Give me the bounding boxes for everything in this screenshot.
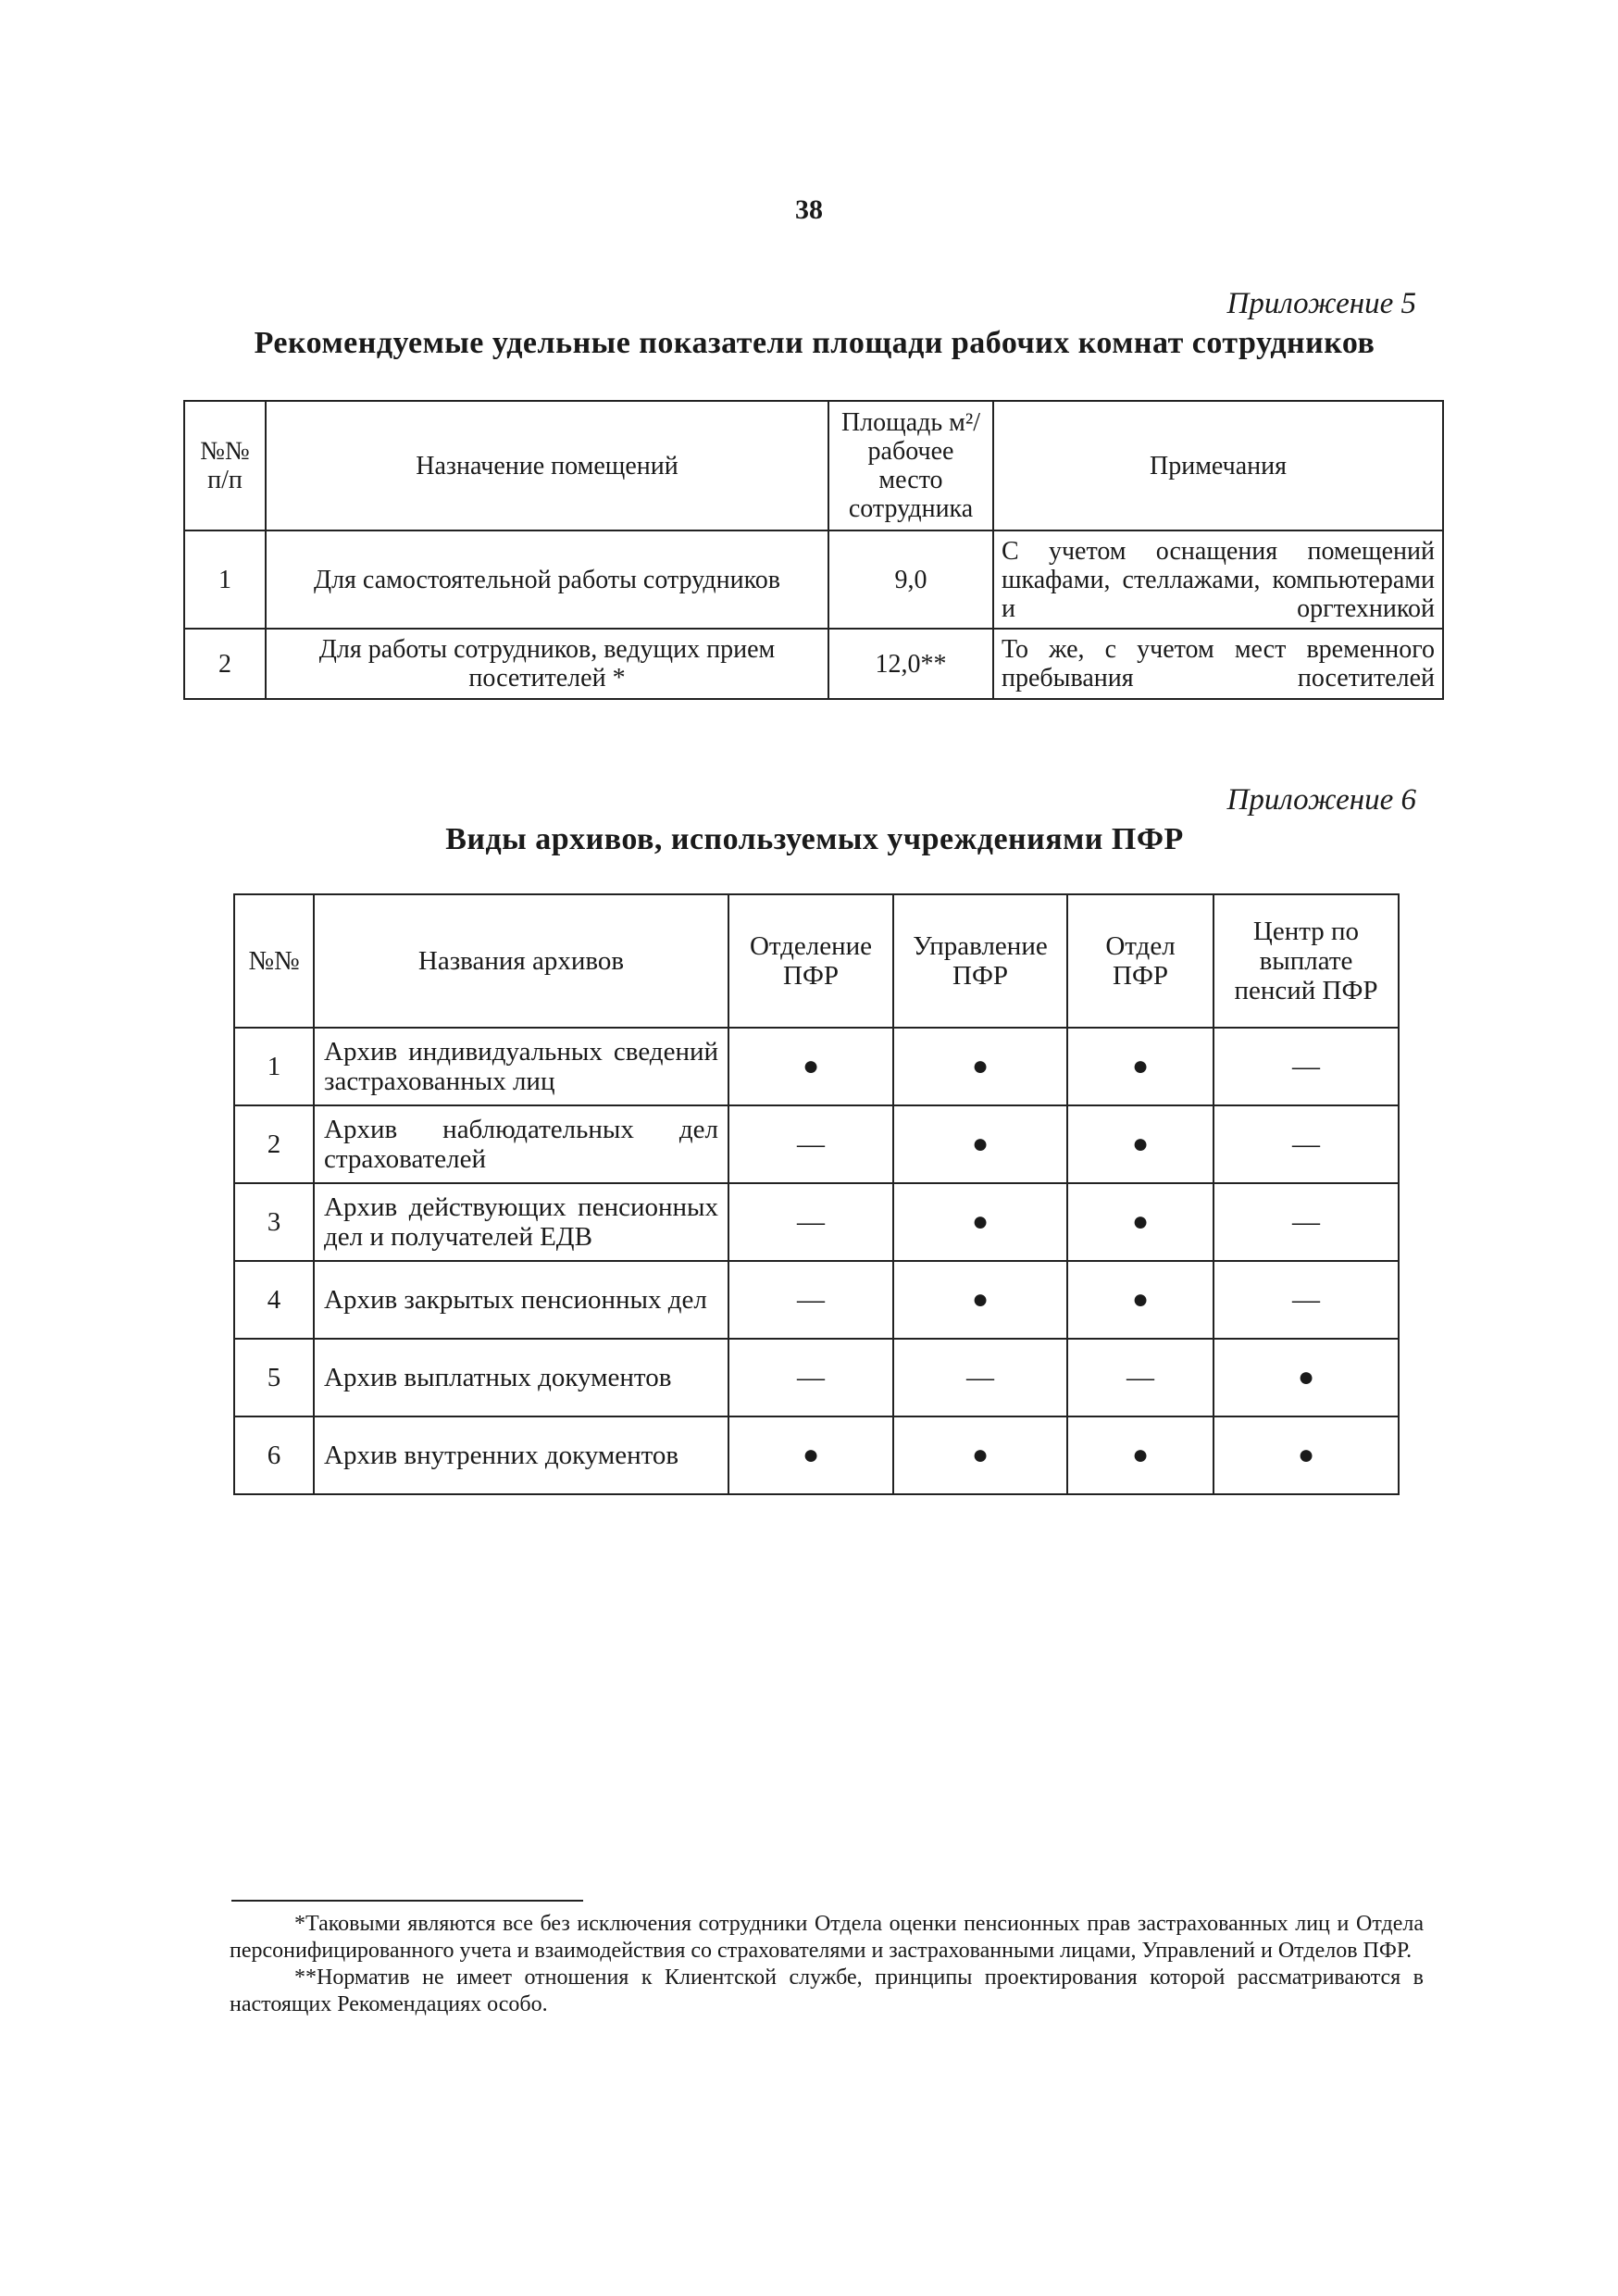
row-note: То же, с учетом мест временного пребывания посетителей xyxy=(993,629,1443,699)
table-header-row xyxy=(234,894,1399,1028)
page-number: 38 xyxy=(795,194,823,225)
administration-mark: ● xyxy=(893,1028,1067,1105)
area-norms-table xyxy=(183,400,1444,700)
payment-center-mark: — xyxy=(1214,1028,1399,1105)
appendix-5-title: Рекомендуемые удельные показатели площади рабочих комнат сотрудников xyxy=(254,326,1375,360)
archive-name: Архив индивидуальных сведений застрахованных лиц xyxy=(314,1028,728,1105)
archive-name: Архив действующих пенсионных дел и получателей ЕДВ xyxy=(314,1183,728,1261)
administration-mark: ● xyxy=(893,1183,1067,1261)
footnote-1: *Таковыми являются все без исключения сотрудники Отдела оценки пенсионных прав застрахованных лиц и Отдела персонифицированного учета и взаимодействия со страхователями и застрахованными лицами, Управлений и Отделов ПФР. xyxy=(230,1912,1424,1963)
branch-mark: ● xyxy=(728,1416,893,1494)
row-number: 1 xyxy=(184,530,266,629)
appendix-5-label: Приложение 5 xyxy=(1226,287,1416,320)
row-number: 4 xyxy=(234,1261,314,1339)
header-number: №№ п/п xyxy=(184,401,266,530)
footnotes xyxy=(230,1911,1424,2018)
table-row xyxy=(234,1028,1399,1105)
archive-name: Архив внутренних документов xyxy=(314,1416,728,1494)
archives-table xyxy=(233,893,1400,1495)
header-archive-name: Названия архивов xyxy=(314,894,728,1028)
department-mark: ● xyxy=(1067,1261,1214,1339)
header-administration: Управление ПФР xyxy=(893,894,1067,1028)
row-number: 2 xyxy=(234,1105,314,1183)
payment-center-mark: ● xyxy=(1214,1416,1399,1494)
appendix-6-label: Приложение 6 xyxy=(1226,783,1416,817)
row-note: С учетом оснащения помещений шкафами, стеллажами, компьютерами и оргтехникой xyxy=(993,530,1443,629)
administration-mark: — xyxy=(893,1339,1067,1416)
administration-mark: ● xyxy=(893,1105,1067,1183)
header-payment-center: Центр по выплате пенсий ПФР xyxy=(1214,894,1399,1028)
footnote-separator xyxy=(231,1900,583,1902)
branch-mark: — xyxy=(728,1339,893,1416)
row-purpose: Для самостоятельной работы сотрудников xyxy=(266,530,828,629)
row-number: 2 xyxy=(184,629,266,699)
department-mark: ● xyxy=(1067,1416,1214,1494)
row-number: 5 xyxy=(234,1339,314,1416)
row-number: 1 xyxy=(234,1028,314,1105)
branch-mark: ● xyxy=(728,1028,893,1105)
archive-name: Архив выплатных документов xyxy=(314,1339,728,1416)
archive-name: Архив закрытых пенсионных дел xyxy=(314,1261,728,1339)
branch-mark: — xyxy=(728,1261,893,1339)
row-purpose: Для работы сотрудников, ведущих прием посетителей * xyxy=(266,629,828,699)
appendix-6-title: Виды архивов, используемых учреждениями ПФР xyxy=(445,822,1184,856)
department-mark: ● xyxy=(1067,1028,1214,1105)
row-area: 12,0** xyxy=(828,629,993,699)
table-row xyxy=(234,1183,1399,1261)
administration-mark: ● xyxy=(893,1261,1067,1339)
table-row xyxy=(184,629,1443,699)
row-number: 6 xyxy=(234,1416,314,1494)
header-area: Площадь м²/рабочее место сотрудника xyxy=(828,401,993,530)
header-number: №№ xyxy=(234,894,314,1028)
table-row xyxy=(234,1339,1399,1416)
header-department: Отдел ПФР xyxy=(1067,894,1214,1028)
branch-mark: — xyxy=(728,1105,893,1183)
table-row xyxy=(234,1105,1399,1183)
row-area: 9,0 xyxy=(828,530,993,629)
branch-mark: — xyxy=(728,1183,893,1261)
archive-name: Архив наблюдательных дел страхователей xyxy=(314,1105,728,1183)
header-branch: Отделение ПФР xyxy=(728,894,893,1028)
payment-center-mark: — xyxy=(1214,1183,1399,1261)
row-number: 3 xyxy=(234,1183,314,1261)
department-mark: ● xyxy=(1067,1183,1214,1261)
header-purpose: Назначение помещений xyxy=(266,401,828,530)
table-row xyxy=(184,530,1443,629)
table-header-row xyxy=(184,401,1443,530)
payment-center-mark: ● xyxy=(1214,1339,1399,1416)
table-row xyxy=(234,1261,1399,1339)
header-notes: Примечания xyxy=(993,401,1443,530)
department-mark: — xyxy=(1067,1339,1214,1416)
payment-center-mark: — xyxy=(1214,1261,1399,1339)
department-mark: ● xyxy=(1067,1105,1214,1183)
footnote-2: **Норматив не имеет отношения к Клиентской службе, принципы проектирования которой рассматриваются в настоящих Рекомендациях особо. xyxy=(230,1965,1424,2016)
payment-center-mark: — xyxy=(1214,1105,1399,1183)
administration-mark: ● xyxy=(893,1416,1067,1494)
table-row xyxy=(234,1416,1399,1494)
